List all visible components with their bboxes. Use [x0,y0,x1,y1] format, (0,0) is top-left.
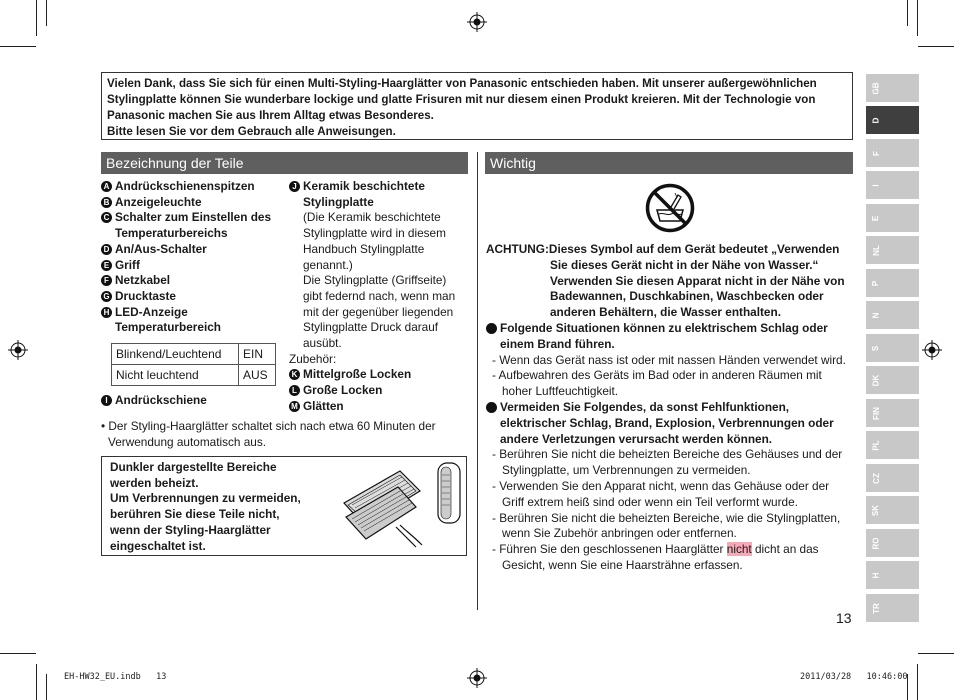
list-item: - Verwenden Sie den Apparat nicht, wenn das Gehäuse oder der [492,478,830,493]
part-item-i [101,393,207,409]
table-row [112,344,276,365]
wichtig-section-1 [486,321,856,400]
crop-mark [46,0,47,26]
part-description: genannt.) [303,257,353,272]
auto-off-note [101,419,471,450]
part-item-b [101,195,286,211]
part-description: gibt federnd nach, wenn man [303,288,456,303]
part-label: Große Locken [303,383,383,398]
letter-badge-icon: D [101,244,112,255]
letter-badge-icon: I [101,395,112,406]
section-title: einem Brand führen. [500,336,615,351]
part-item-e [101,258,286,274]
tab-gb[interactable]: GB [866,74,919,102]
registration-mark-icon [467,12,487,32]
bullet-dot-icon [486,323,497,334]
parts-list-right [289,179,469,415]
footer-datetime: 2011/03/28 10:46:00 [800,672,908,682]
list-item: - Wenn das Gerät nass ist oder mit nassen Händen verwendet wird. [492,352,846,367]
table-cell: Blinkend/Leuchtend [112,344,239,365]
tab-d[interactable]: D [866,106,919,134]
straightener-heated-plates-illustration [338,465,428,549]
part-item-f [101,273,286,289]
bullet-dot-icon [486,402,497,413]
part-label: Glätten [303,398,344,413]
intro-line: Panasonic machen Sie aus Ihrem Alltag etwas Besonderes. [107,109,434,122]
part-label: Temperaturbereichs [115,226,228,241]
crop-mark [0,653,36,654]
crop-mark [36,664,37,700]
letter-badge-icon: M [289,401,300,412]
list-item: - Berühren Sie nicht die beheizten Bereiche des Gehäuses und der [492,447,843,462]
note-line: Verwendung automatisch aus. [108,434,267,449]
tab-fin[interactable]: FIN [866,399,919,427]
achtung-line: Verwenden Sie diesen Apparat nicht in der Nähe von [550,273,845,288]
list-item: Griff extrem heiß sind oder wenn ein Teil verformt wurde. [502,494,798,509]
part-label: An/Aus-Schalter [115,241,207,256]
crop-mark [0,46,36,47]
crop-mark [918,46,954,47]
section-title: andere Verletzungen verursacht werden können. [500,431,773,446]
list-item: wenn Sie Zubehör anbringen oder entfernen. [502,526,737,541]
achtung-block [486,242,856,321]
parts-list-left [101,179,286,336]
tab-sk[interactable]: SK [866,496,919,524]
tab-nl[interactable]: NL [866,236,919,264]
accessories-label: Zubehör: [289,351,337,366]
part-label: Andrückschiene [115,393,207,407]
part-description: mit der gegenüber liegenden [303,304,454,319]
table-cell: EIN [239,344,276,365]
part-label: Anzeigeleuchte [115,194,202,209]
letter-badge-icon: G [101,291,112,302]
tab-f[interactable]: F [866,139,919,167]
parts-section-header: Bezeichnung der Teile [101,152,468,174]
list-item: Stylingplatte, um Verbrennungen zu vermeiden. [502,463,751,478]
intro-line: Vielen Dank, dass Sie sich für einen Multi-Styling-Haarglätter von Panasonic entschieden haben. Mit unserer außergewöhnlichen [107,77,817,90]
list-item: - Aufbewahren des Geräts im Bad oder in anderen Räumen mit [492,368,822,383]
part-item-d [101,242,286,258]
wichtig-section-header: Wichtig [485,152,853,174]
part-item-a [101,179,286,195]
part-item-j [289,179,469,352]
part-description: Die Stylingplatte (Griffseite) [303,273,447,288]
section-title: elektrischer Schlag, Brand, Explosion, Verbrennungen oder [500,415,834,430]
part-label: Netzkabel [115,273,171,288]
wichtig-section-2 [486,400,856,574]
tab-n[interactable]: N [866,301,919,329]
letter-badge-icon: K [289,369,300,380]
part-label: Stylingplatte [303,194,374,209]
registration-mark-icon [8,340,28,360]
part-label: Temperaturbereich [115,320,221,335]
intro-line: Stylingplatte können Sie wunderbare lockige und glatte Frisuren mit nur diesem einen Produkt kreieren. Mit der Technologie von [107,93,816,106]
letter-badge-icon: J [289,181,300,192]
registration-mark-icon [467,668,487,688]
part-item-h [101,305,286,336]
registration-mark-icon [922,340,942,360]
part-description: Stylingplatte Druck darauf [303,320,439,335]
straightener-side-illustration [432,461,464,527]
tab-p[interactable]: P [866,269,919,297]
list-item: Gesicht, wenn Sie eine Haarsträhne erfassen. [502,557,743,572]
part-label: Drucktaste [115,288,176,303]
letter-badge-icon: H [101,307,112,318]
accessory-item-m [289,399,469,415]
letter-badge-icon: B [101,197,112,208]
section-title: Vermeiden Sie Folgendes, da sonst Fehlfunktionen, [486,400,856,416]
part-item-g [101,289,286,305]
letter-badge-icon: E [101,260,112,271]
achtung-line: Sie dieses Gerät nicht in der Nähe von Wasser.“ [550,257,819,272]
letter-badge-icon: C [101,212,112,223]
page-number: 13 [836,610,852,626]
part-label: Schalter zum Einstellen des [115,210,272,225]
tab-tr[interactable]: TR [866,594,919,622]
part-item-c [101,210,286,241]
achtung-line: ACHTUNG:Dieses Symbol auf dem Gerät bedeutet „Verwenden [486,242,840,256]
note-line: • Der Styling-Haarglätter schaltet sich nach etwa 60 Minuten der [101,419,436,433]
tab-e[interactable]: E [866,204,919,232]
tab-pl[interactable]: PL [866,431,919,459]
heated-area-warning-box [101,456,467,556]
footer-file-info: EH-HW32_EU.indb 13 [64,672,167,682]
accessory-item-l [289,383,469,399]
led-status-table [111,343,276,386]
part-description: (Die Keramik beschichtete [303,210,441,225]
tab-i[interactable]: I [866,171,919,199]
crop-mark [917,664,918,700]
tab-cz[interactable]: CZ [866,464,919,492]
part-label: Andrückschienenspitzen [115,179,255,193]
part-description: Stylingplatte wird in diesem [303,226,446,241]
tab-ro[interactable]: RO [866,529,919,557]
part-label: Keramik beschichtete [303,179,425,193]
achtung-line: Badewannen, Duschkabinen, Waschbecken oder [550,289,824,304]
intro-box [101,72,853,140]
tab-dk[interactable]: DK [866,366,919,394]
part-label: LED-Anzeige [115,304,188,319]
crop-mark [36,0,37,36]
crop-mark [907,0,908,26]
tab-h[interactable]: H [866,561,919,589]
crop-mark [917,0,918,36]
part-description: Handbuch Stylingplatte [303,241,425,256]
crop-mark [46,674,47,700]
accessory-item-k [289,367,469,383]
column-divider [477,152,478,610]
list-item: - Berühren Sie nicht die beheizten Bereiche, wie die Stylingplatten, [492,510,841,525]
no-water-warning-icon [645,183,695,233]
table-row [112,365,276,386]
letter-badge-icon: F [101,275,112,286]
table-cell: Nicht leuchtend [112,365,239,386]
table-cell: AUS [239,365,276,386]
list-item: - Führen Sie den geschlossenen Haarglätter nicht dicht an das [492,542,819,557]
letter-badge-icon: A [101,181,112,192]
highlighted-word: nicht [726,542,752,557]
part-label: Griff [115,257,140,272]
warning-text: Dunkler dargestellte Bereiche werden beheizt. Um Verbrennungen zu vermeiden, berühren Sie diese Teile nicht, wenn der Styling-Haarglätter eingeschaltet ist. [110,460,301,553]
tab-s[interactable]: S [866,334,919,362]
part-label: Mittelgroße Locken [303,367,412,382]
achtung-line: anderen Behältern, die Wasser enthalten. [550,305,781,320]
section-title: Folgende Situationen können zu elektrischem Schlag oder [486,321,856,337]
letter-badge-icon: L [289,385,300,396]
list-item: hoher Luftfeuchtigkeit. [502,384,619,399]
crop-mark [918,653,954,654]
achtung-label: ACHTUNG: [486,242,549,256]
intro-line: Bitte lesen Sie vor dem Gebrauch alle Anweisungen. [107,125,396,138]
part-description: ausübt. [303,336,342,351]
